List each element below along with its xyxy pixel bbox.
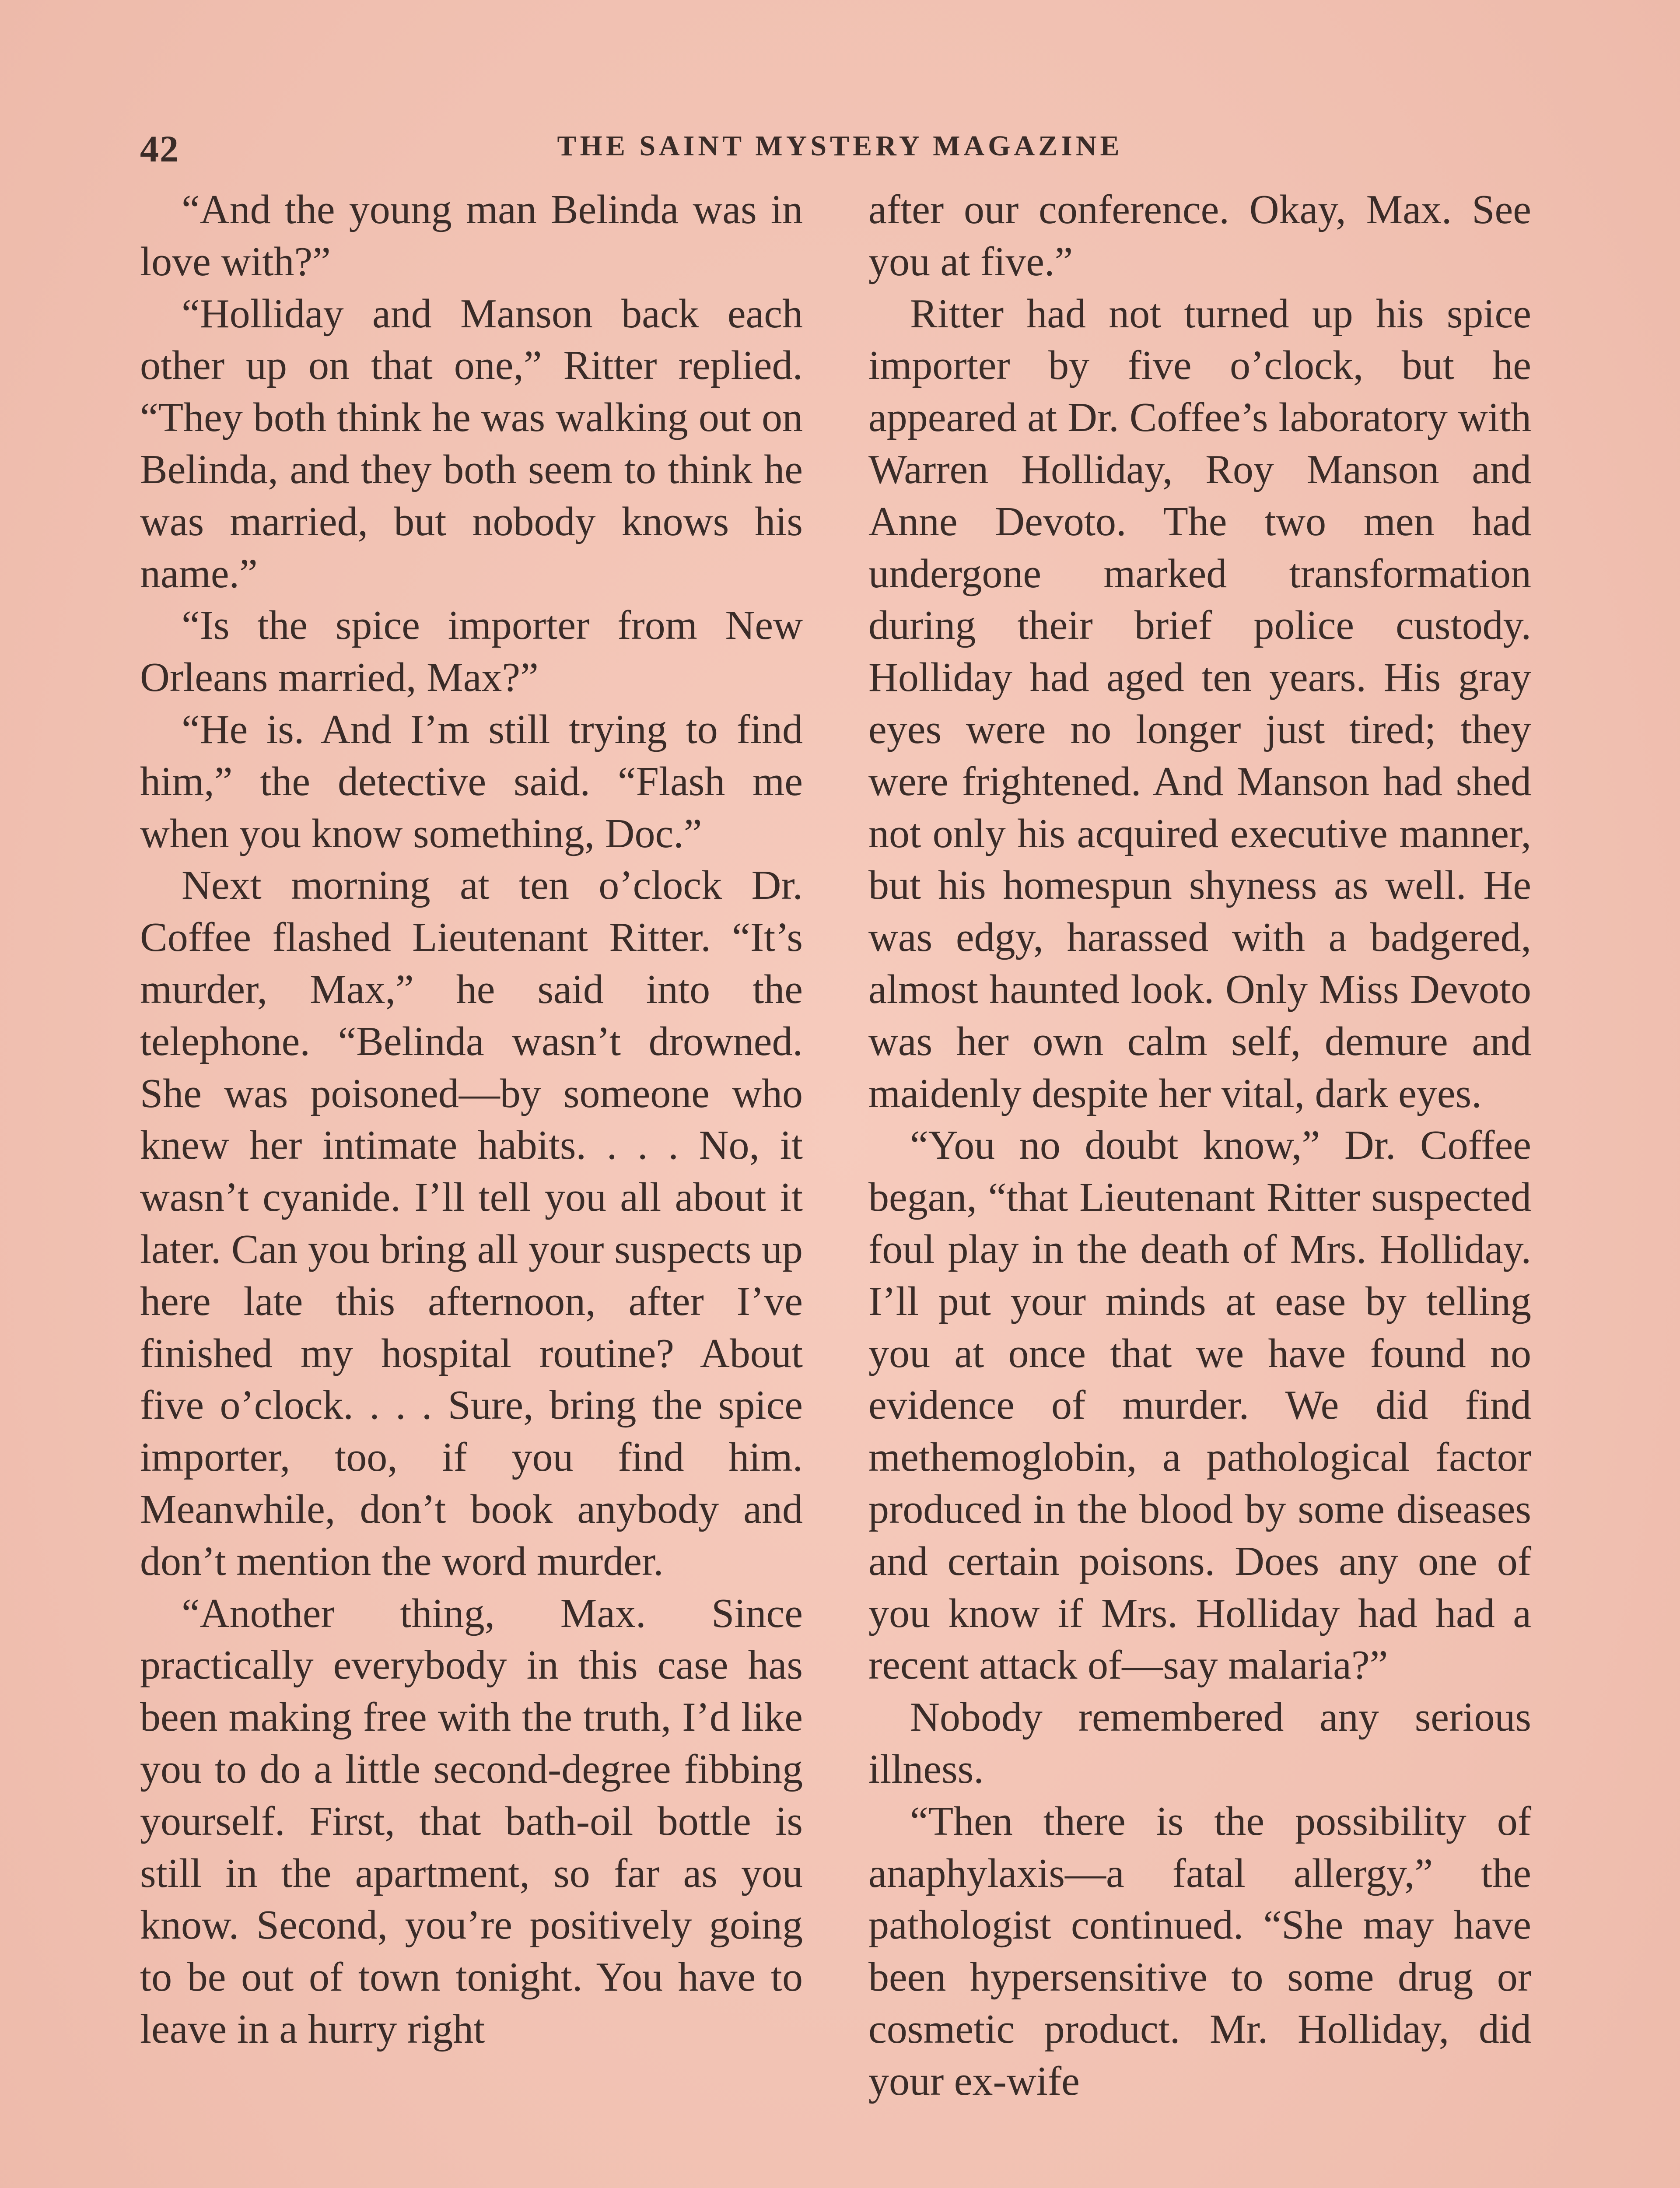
running-header [140, 127, 1540, 188]
magazine-title: THE SAINT MYSTERY MAGAZINE [557, 130, 1123, 162]
paragraph: “He is. And I’m still trying to find him,” the detective said. “Flash me when you know something, Doc.” [140, 706, 803, 856]
paragraph: “Then there is the possibility of anaphylaxis—a fatal allergy,” the pathologist continued. “She may have been hypersensitive to some drug or cosmetic product. Mr. Holliday, did your ex-wife [868, 1798, 1531, 2104]
paragraph-continued: after our conference. Okay, Max. See you at five.” [868, 187, 1531, 284]
paragraph: “Is the spice importer from New Orleans married, Max?” [140, 603, 803, 701]
paragraph: Ritter had not turned up his spice importer by five o’clock, but he appeared at Dr. Coffee’s laboratory with Warren Holliday, Roy Manson and Anne Devoto. The two men had undergone marked transformation during their brief police custody. Holliday had aged ten years. His gray eyes were no longer just tired; they were frightened. And Manson had shed not only his acquired executive manner, but his homespun shyness as well. He was edgy, harassed with a badgered, almost haunted look. Only Miss Devoto was her own calm self, demure and maidenly despite her vital, dark eyes. [868, 291, 1531, 1116]
paragraph: “Holliday and Manson back each other up on that one,” Ritter replied. “They both think he was walking out on Belinda, and they both seem to think he was married, but nobody knows his name.” [140, 291, 803, 596]
paragraph: Next morning at ten o’clock Dr. Coffee flashed Lieutenant Ritter. “It’s murder, Max,” he said into the telephone. “Belinda wasn’t drowned. She was poisoned—by someone who knew her intimate habits. . . . No, it wasn’t cyanide. I’ll tell you all about it later. Can you bring all your suspects up here late this afternoon, after I’ve finished my hospital routine? About five o’clock. . . . Sure, bring the spice importer, too, if you find him. Meanwhile, don’t book anybody and don’t mention the word murder. [140, 863, 803, 1584]
paragraph: Nobody remembered any serious illness. [868, 1694, 1531, 1792]
paragraph: “Another thing, Max. Since practically everybody in this case has been making free with the truth, I’d like you to do a little second-degree fibbing yourself. First, that bath-oil bottle is still in the apartment, so far as you know. Second, you’re positively going to be out of town tonight. You have to leave in a hurry right [140, 1590, 803, 2052]
paragraph: “You no doubt know,” Dr. Coffee began, “that Lieutenant Ritter suspected foul play in the death of Mrs. Holliday. I’ll put your minds at ease by telling you at once that we have found no evidence of murder. We did find methemoglobin, a pathological factor produced in the blood by some diseases and certain poisons. Does any one of you know if Mrs. Holliday had had a recent attack of—say malaria?” [868, 1122, 1531, 1688]
right-column [868, 184, 1531, 2188]
left-column [140, 184, 803, 2188]
page-number: 42 [140, 128, 179, 170]
paragraph: “And the young man Belinda was in love with?” [140, 187, 803, 284]
